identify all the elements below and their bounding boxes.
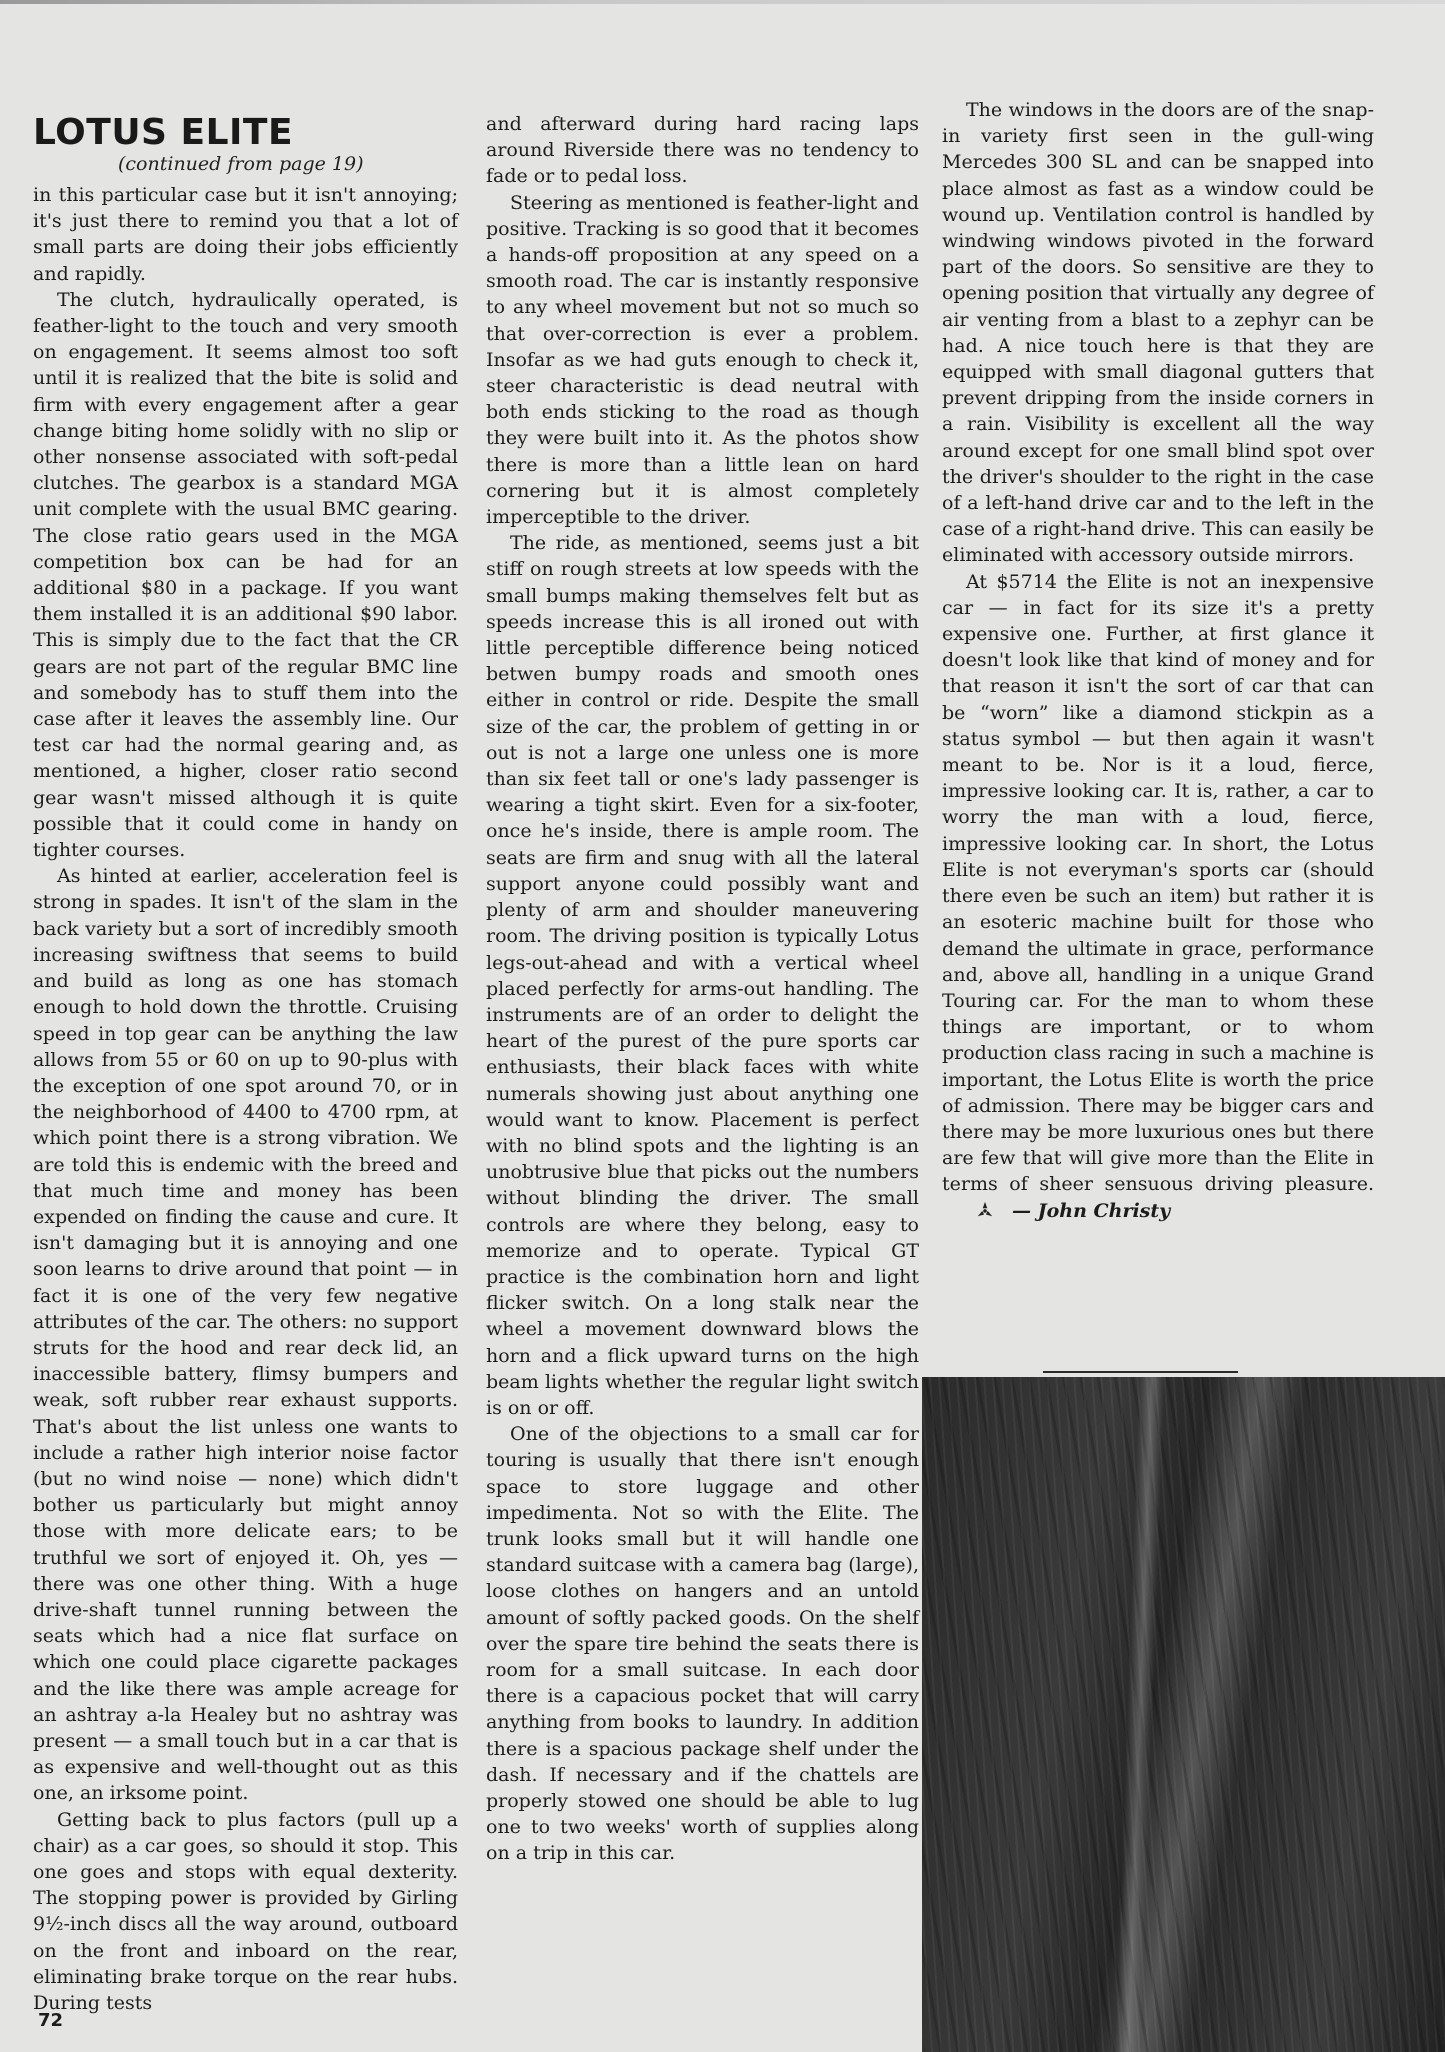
paragraph: The ride, as mentioned, seems just a bit stiff on rough streets at low speeds with the small bumps making themselves felt but as speeds increase this is all ironed out with little perceptible difference being noticed betwen bumpy roads and smooth ones either in control or ride. Despite the small size of the car, the problem of getting in or out is not a large one unless one is more than six feet tall or one's lady passenger is wearing a tight skirt. Even for a six-footer, once he's inside, there is ample room. The seats are firm and snug with all the lateral support anyone could possibly want and plenty of arm and shoulder maneuvering room. The driving position is typically Lotus legs-out-ahead and with a vertical wheel placed perfectly for arms-out handling. The instruments are of an order to delight the heart of the purest of the pure sports car enthusiasts, their black faces with white numerals showing just about anything one would want to know. Placement is perfect with no blind spots and the lighting is an unobtrusive blue that picks out the numbers without blinding the driver. The small controls are where they belong, easy to memorize and to operate. Typical GT practice is the combination horn and light flicker switch. On a long stalk near the wheel a movement downward blows the horn and a flick upward turns on the high beam lights whether the regular light switch is on or off. bbox=[486, 532, 919, 1419]
paragraph bbox=[942, 569, 1374, 1224]
paragraph: As hinted at earlier, acceleration feel is strong in spades. It isn't of the slam in the back variety but a sort of incredibly smooth increasing swiftness that seems to build and build as long as one has stomach enough to hold down the throttle. Cruising speed in top gear can be anything the law allows from 55 or 60 on up to 90-plus with the exception of one spot around 70, or in the neighborhood of 4400 to 4700 rpm, at which point there is a strong vibration. We are told this is endemic with the breed and that much time and money has been expended on finding the cause and cure. It isn't damaging but it is annoying and one soon learns to drive around that point — in fact it is one of the very few negative attributes of the car. The others: no support struts for the hood and rear deck lid, an inaccessible battery, flimsy bumpers and weak, soft rubber rear exhaust supports. That's about the list unless one wants to include a rather high interior noise factor (but no wind noise — none) which didn't bother us particularly but might annoy those with more delicate ears; to be truthful we sort of enjoyed it. Oh, yes — there was one other thing. With a huge drive-shaft tunnel running between the seats which had a nice flat surface on which one could place cigarette packages and the like there was ample acreage for an ashtray a-la Healey but no ashtray was present — a small touch but in a car that is as expensive and well-thought out as this one, an irksome point. bbox=[33, 865, 458, 1805]
paragraph: Getting back to plus factors (pull up a chair) as a car goes, so should it stop. This one goes and stops with equal dexterity. The stopping power is provided by Girling 9½-inch discs all the way around, outboard on the front and inboard on the rear, eliminating brake torque on the rear hubs. During tests bbox=[33, 1808, 458, 2015]
paragraph: The clutch, hydraulically operated, is feather-light to the touch and very smooth on engagement. It seems almost too soft until it is realized that the bite is solid and firm with every engagement after a gear change biting home solidly with no slip or other nonsense associated with soft-pedal clutches. The gearbox is a standard MGA unit complete with the usual BMC gearing. The close ratio gears used in the MGA competition box can be had for an additional $80 in a package. If you want them installed it is an additional $90 labor. This is simply due to the fact that the CR gears are not part of the regular BMC line and somebody has to stuff them into the case after it leaves the assembly line. Our test car had the normal gearing and, as mentioned, a higher, closer ratio second gear wasn't missed although it is quite possible that it could come in handy on tighter courses. bbox=[33, 288, 458, 862]
end-mark-icon bbox=[976, 1201, 994, 1219]
paragraph: in this particular case but it isn't annoying; it's just there to remind you that a lot of small parts are doing their jobs efficiently and rapidly. bbox=[33, 184, 458, 285]
paragraph-text: At $5714 the Elite is not an inexpensive car — in fact for its size it's a pretty expensive one. Further, at first glance it doesn't look like that kind of money and for that reason it isn't the sort of car that can be “worn” like a diamond stickpin as a status symbol — but then again it wasn't meant to be. Nor is it a loud, fierce, impressive looking car. It is, rather, a car to worry the man with a loud, fierce, impressive looking car. In short, the Lotus Elite is not everyman's sports car (should there even be such an item) but rather it is an esoteric machine built for those who demand the ultimate in grace, performance and, above all, handling in a unique Grand Touring car. For the man to whom these things are important, or to whom production class racing in such a machine is important, the Lotus Elite is worth the price of admission. There may be bigger cars and there may be more luxurious ones but there are few that will give more than the Elite in terms of sheer sensuous driving pleasure. bbox=[942, 570, 1374, 1196]
end-divider-rule bbox=[1043, 1371, 1238, 1373]
article-title: LOTUS ELITE bbox=[33, 112, 294, 153]
text-column-3 bbox=[942, 97, 1374, 1367]
photo-dark-grain bbox=[922, 1377, 1445, 2052]
paragraph: Steering as mentioned is feather-light and positive. Tracking is so good that it becomes a hands-off proposition at any speed on a smooth road. The car is instantly responsive to any wheel movement but not so much so that over-correction is ever a problem. Insofar as we had guts enough to check it, steer characteristic is dead neutral with both ends sticking to the road as though they were built into it. As the photos show there is more than a little lean on hard cornering but it is almost completely imperceptible to the driver. bbox=[486, 191, 919, 529]
text-column-2 bbox=[486, 111, 919, 1981]
photo-highlight-streak bbox=[1115, 1377, 1165, 2052]
paragraph: One of the objections to a small car for touring is usually that there isn't enough space to store luggage and other impedimenta. Not so with the Elite. The trunk looks small but it will handle one standard suitcase with a camera bag (large), loose clothes on hangers and an untold amount of softly packed goods. On the shelf over the spare tire behind the seats there is room for a small suitcase. In each door there is a capacious pocket that will carry anything from books to laundry. In addition there is a spacious package shelf under the dash. If necessary and if the chattels are properly stowed one should be able to lug one to two weeks' worth of supplies along on a trip in this car. bbox=[486, 1423, 919, 1865]
text-column-1 bbox=[33, 182, 458, 2015]
paragraph: and afterward during hard racing laps around Riverside there was no tendency to fade or to pedal loss. bbox=[486, 113, 919, 188]
author-signature: — John Christy bbox=[1012, 1199, 1171, 1222]
continued-note: (continued from page 19) bbox=[118, 153, 364, 175]
paragraph: The windows in the doors are of the snap-in variety first seen in the gull-wing Mercedes 300 SL and can be snapped into place almost as fast as a window could be wound up. Ventilation control is handled by windwing windows pivoted in the forward part of the doors. So sensitive are they to opening position that virtually any degree of air venting from a blast to a zephyr can be had. A nice touch here is that they are equipped with small diagonal gutters that prevent dripping from the inside corners in a rain. Visibility is excellent all the way around except for one small blind spot over the driver's shoulder to the right in the case of a left-hand drive car and to the left in the case of a right-hand drive. This can easily be eliminated with accessory outside mirrors. bbox=[942, 99, 1374, 567]
page-number: 72 bbox=[38, 2010, 64, 2031]
page-top-edge bbox=[0, 0, 1445, 4]
